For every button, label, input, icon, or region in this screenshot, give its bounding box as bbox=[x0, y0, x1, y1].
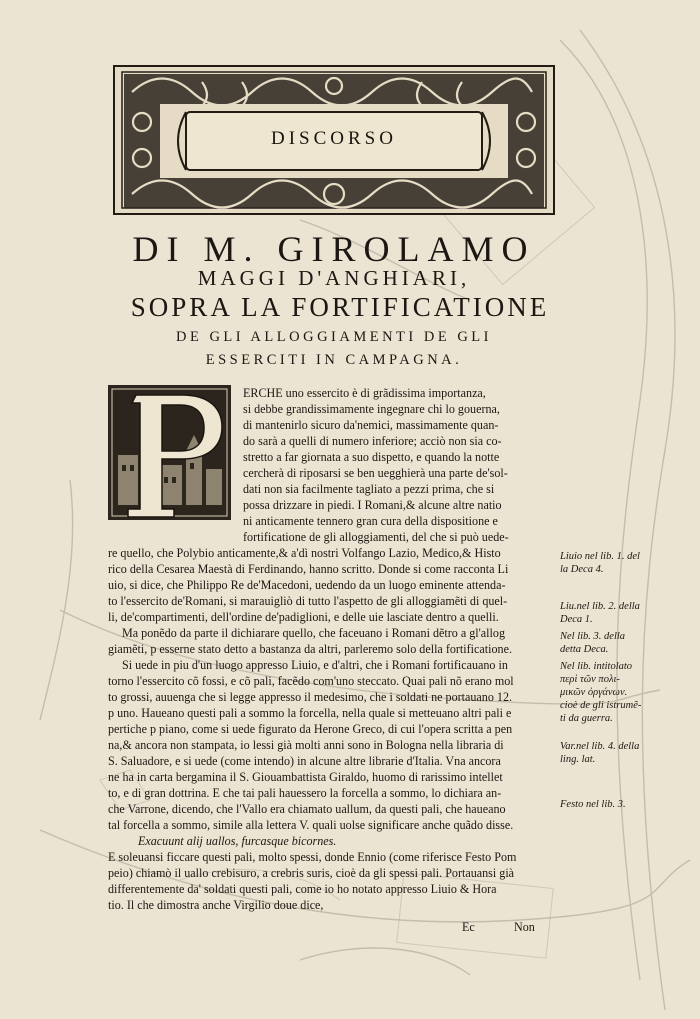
decorated-initial-p bbox=[108, 385, 231, 520]
text-line: differentemente da' soldati questi pali, come io ho notato appresso Liuio & Hora bbox=[108, 882, 497, 896]
text-line: giamẽti, p esserne stato detto a bastanza da altri, parleremo solo della fortificatione. bbox=[108, 642, 512, 656]
text-line: dati non sia facilmente tagliato a pezzi prima, che si bbox=[243, 482, 495, 496]
margin-note: detta Deca. bbox=[560, 644, 609, 655]
text-line: Si uede in piu d'un luogo appresso Liuio, e d'altri, che i Romani fortificauano in bbox=[122, 658, 508, 672]
text-line: E soleuansi ficcare questi pali, molto spessi, donde Ennio (come riferisce Festo Pom bbox=[108, 850, 517, 864]
verse-quotation: Exacuunt alij uallos, furcasque bicornes. bbox=[138, 834, 337, 848]
text-line: Ma ponẽdo da parte il dichiarare quello, che faceuano i Romani dẽtro a gl'allog bbox=[122, 626, 505, 640]
margin-note: ling. lat. bbox=[560, 754, 596, 765]
text-line: p uno. Haueano questi pali a sommo la forcella, nella quale si metteuano altri pali e bbox=[108, 706, 512, 720]
margin-note: Liu.nel lib. 2. della bbox=[560, 601, 640, 612]
catchword-right: Non bbox=[514, 920, 535, 934]
text-line: uio, si dice, che Philippo Re de'Macedoni, uedendo da un luogo eminente attenda- bbox=[108, 578, 506, 592]
text-line: li, de'compartimenti, dell'ordine de'padiglioni, e delle uie lasciate dentro a quelli. bbox=[108, 610, 499, 624]
text-line: stretto a far giornata a suo dispetto, e quando la notte bbox=[243, 450, 500, 464]
margin-note: la Deca 4. bbox=[560, 564, 604, 575]
margin-note: cioè de gli istrumẽ- bbox=[560, 700, 642, 711]
text-line: pertiche p piano, come si uede figurato da Herone Greco, di cui l'opera scritta a pen bbox=[108, 722, 513, 736]
title-line-2: MAGGI D'ANGHIARI, bbox=[197, 266, 471, 290]
text-line: tal forcella a sommo, simile alla lettera V. quali uolse significare anche quãdo disse. bbox=[108, 818, 514, 832]
margin-note: Var.nel lib. 4. della bbox=[560, 741, 640, 752]
title-line-4: DE GLI ALLOGGIAMENTI DE GLI bbox=[176, 329, 492, 345]
text-line: S. Saluadore, e si uede (come intendo) in alcune altre librarie d'Italia. Vna ancora bbox=[108, 754, 501, 768]
text-line: di mantenirlo sicuro da'nemici, massimamente quan- bbox=[243, 418, 499, 432]
text-line: possa drizzare in piedi. I Romani,& alcune altre natio bbox=[243, 498, 502, 512]
text-line: to grossi, auuenga che si legge appresso il medesimo, che i soldati ne portauano 12. bbox=[108, 690, 513, 704]
margin-note: Deca 1. bbox=[560, 614, 593, 625]
title-line-5: ESSERCITI IN CAMPAGNA. bbox=[205, 352, 463, 368]
title-line-3: SOPRA LA FORTIFICATIONE bbox=[130, 292, 550, 322]
text-line: tio. Il che dimostra anche Virgilio doue dice, bbox=[108, 898, 324, 912]
margin-note: μικῶν ὀργάνων. bbox=[560, 687, 628, 698]
text-line: to, e di gran dottrina. E che tai pali hauessero la forcella a sommo, lo dichiara an- bbox=[108, 786, 502, 800]
text-line: si debbe grandissimamente ingegnare chi lo gouerna, bbox=[243, 402, 500, 416]
text-line: to l'essercito de'Romani, si marauigliò di tutto l'aspetto de gli alloggiamẽti di quel- bbox=[108, 594, 508, 608]
text-line: cercherà di riposarsi se ben uegghierà una parte de'sol- bbox=[243, 466, 508, 480]
text-line: re quello, che Polybio anticamente,& a'dì nostri Volfango Lazio, Medico,& Histo bbox=[108, 546, 501, 560]
text-line: torno l'essercito cõ fossi, e cõ pali, facẽdo com'uno steccato. Quai pali nõ erano mol bbox=[108, 674, 514, 688]
text-line: rico della Cesarea Maestà di Ferdinando, hanno scritto. Donde si come racconta Li bbox=[108, 562, 509, 576]
text-line: peio) chiamò il uallo crebisuro, a crebris suris, cioè da gli spessi pali. Portauansi già bbox=[108, 866, 515, 880]
text-line: che Varrone, dicendo, che l'Vallo era chiamato uallum, da questi pali, che haueano bbox=[108, 802, 506, 816]
margin-note: Festo nel lib. 3. bbox=[560, 799, 626, 810]
margin-note: Nel lib. 3. della bbox=[560, 631, 626, 642]
margin-note: Nel lib. intitolato bbox=[560, 661, 633, 672]
text-line: fortificatione de gli alloggiamenti, del che si può uede- bbox=[243, 530, 509, 544]
margin-note: περὶ τῶν πολι- bbox=[560, 674, 620, 685]
catchword-left: Ec bbox=[462, 920, 475, 934]
text-line: ne ha in carta bergamina il S. Giouambattista Giraldo, huomo di rarissimo intellet bbox=[108, 770, 503, 784]
text-line: na,& ancora non stampata, io lessi già molti anni sono in Bologna nella libraria di bbox=[108, 738, 504, 752]
text-line: ERCHE uno essercito è di grãdissima importanza, bbox=[243, 386, 486, 400]
title-line-1: DI M. GIROLAMO bbox=[132, 229, 536, 269]
headpiece-title: DISCORSO bbox=[271, 128, 397, 149]
margin-note: ti da guerra. bbox=[560, 713, 613, 724]
margin-note: Liuio nel lib. 1. del bbox=[560, 551, 640, 562]
text-line: do sarà a quelli di numero inferiore; acciò non sia co- bbox=[243, 434, 502, 448]
text-line: ni anticamente tennero gran cura della dispositione e bbox=[243, 514, 498, 528]
